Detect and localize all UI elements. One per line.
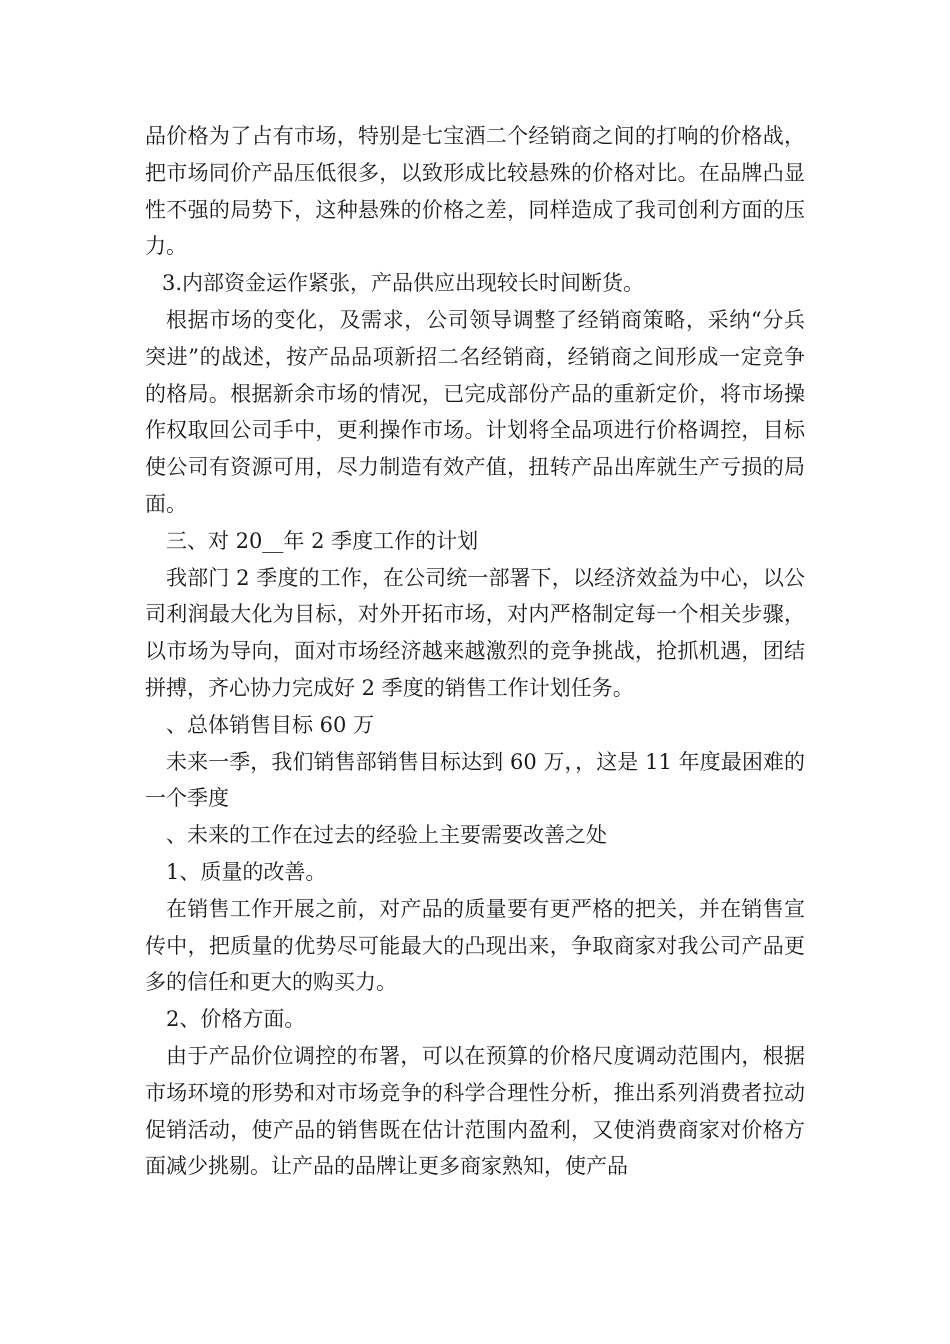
section-heading-q2-plan: 三、对 20__年 2 季度工作的计划	[166, 528, 479, 553]
document-body	[145, 118, 805, 1185]
paragraph-price-war: 品价格为了占有市场，特别是七宝酒二个经销商之间的打响的价格战，把市场同价产品压低很多，以致形成比较悬殊的价格对比。在品牌凸显性不强的局势下，这种悬殊的价格之差，同样造成了我司创利方面的压力。	[145, 124, 805, 259]
paragraph-dealer-strategy: 根据市场的变化，及需求，公司领导调整了经销商策略，采纳“分兵突进”的战述，按产品品项新招二名经销商，经销商之间形成一定竞争的格局。根据新余市场的情况，已完成部份产品的重新定价，将市场操作权取回公司手中，更利操作市场。计划将全品项进行价格调控，目标使公司有资源可用，尽力制造有效产值，扭转产品出库就生产亏损的局面。	[145, 307, 805, 516]
paragraph-price: 由于产品价位调控的布署，可以在预算的价格尺度调动范围内，根据市场环境的形势和对市场竞争的科学合理性分析，推出系列消费者拉动促销活动，使产品的销售既在估计范围内盈利，又使消费商家对价格方面减少挑剔。让产品的品牌让更多商家熟知，使产品	[145, 1043, 805, 1179]
list-heading-price: 2、价格方面。	[166, 1007, 306, 1032]
list-heading-quality: 1、质量的改善。	[166, 859, 327, 884]
subheading-sales-target: 、总体销售目标 60 万	[166, 712, 375, 737]
subheading-improvements: 、未来的工作在过去的经验上主要需要改善之处	[166, 823, 607, 848]
paragraph-q2-work: 我部门 2 季度的工作，在公司统一部署下，以经济效益为中心，以公司利润最大化为目标，对外开拓市场，对内严格制定每一个相关步骤，以市场为导向，面对市场经济越来越激烈的竞争挑战，抢抓机遇，团结拼搏，齐心协力完成好 2 季度的销售工作计划任务。	[145, 565, 805, 700]
paragraph-quality: 在销售工作开展之前，对产品的质量要有更严格的把关，并在销售宣传中，把质量的优势尽可能最大的凸现出来，争取商家对我公司产品更多的信任和更大的购买力。	[145, 896, 805, 995]
paragraph-sales-target: 未来一季，我们销售部销售目标达到 60 万，，这是 11 年度最困难的一个季度	[145, 749, 805, 811]
paragraph-funding-shortage: 3.内部资金运作紧张，产品供应出现较长时间断货。	[162, 271, 645, 296]
